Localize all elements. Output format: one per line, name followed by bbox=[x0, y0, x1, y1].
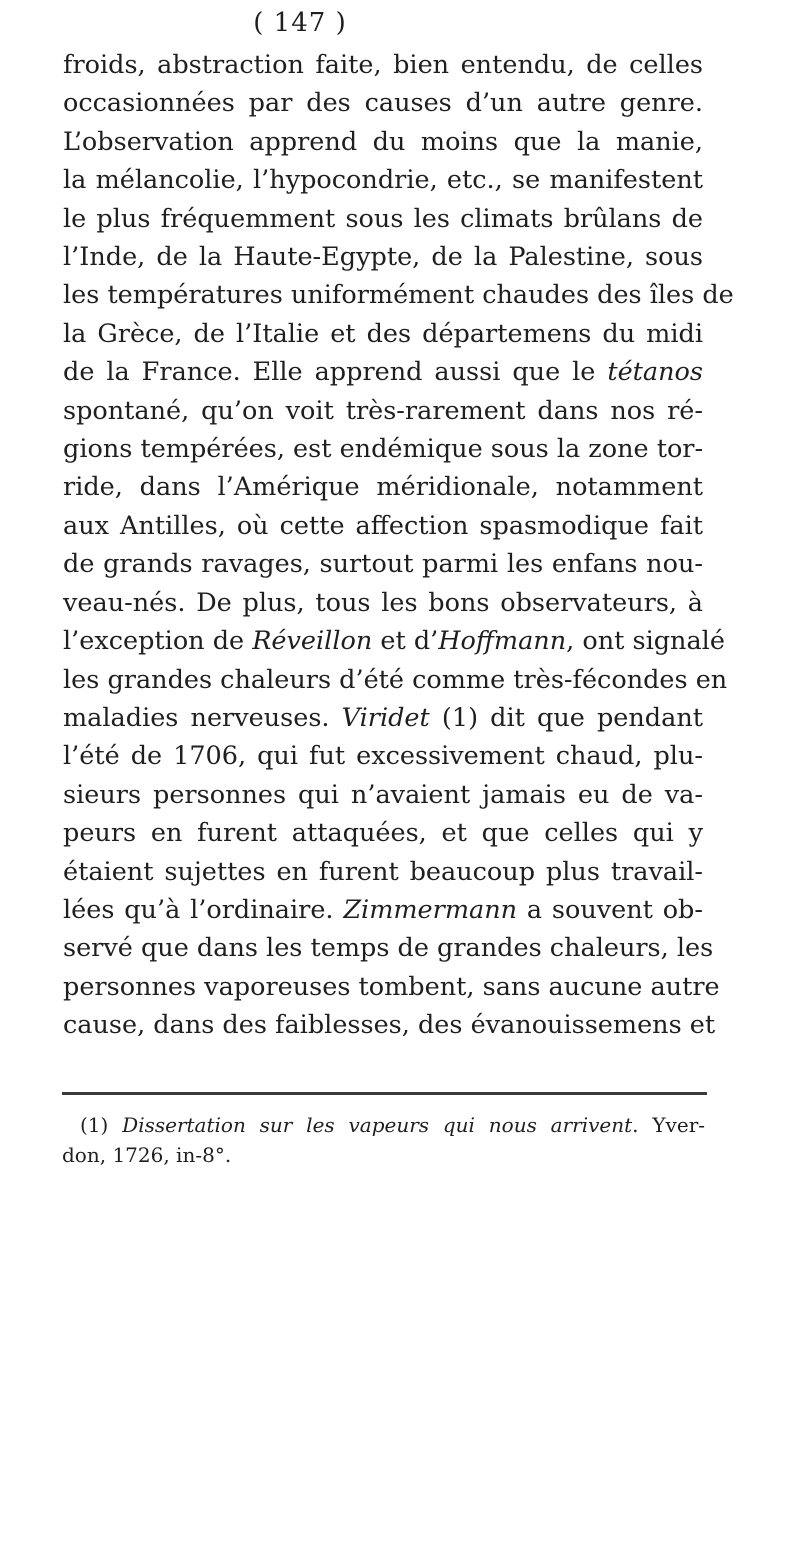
footnote-separator-rule bbox=[62, 1092, 707, 1095]
body-text: peurs en furent attaquées, et que celles qui y bbox=[63, 818, 703, 849]
footnote-line bbox=[80, 1110, 705, 1140]
body-italic-text: tétanos bbox=[607, 357, 703, 388]
body-text: l’exception de bbox=[63, 626, 253, 657]
body-text: L’observation apprend du moins que la manie, bbox=[63, 126, 703, 157]
body-text: veau-nés. De plus, tous les bons observateurs, à bbox=[63, 587, 703, 618]
body-italic-text: Zimmermann bbox=[343, 894, 518, 925]
footnote-text: . Yver- bbox=[632, 1113, 706, 1137]
body-text: de la France. Elle apprend aussi que le bbox=[63, 357, 608, 388]
body-italic-text: Hoffmann bbox=[438, 626, 567, 657]
body-text: spontané, qu’on voit très-rarement dans nos ré- bbox=[63, 395, 703, 426]
body-text: ride, dans l’Amérique méridionale, notamment bbox=[63, 472, 703, 503]
body-text: les grandes chaleurs d’été comme très-fécondes en bbox=[63, 664, 728, 695]
footnote-text: don, 1726, in-8°. bbox=[62, 1143, 232, 1167]
body-text: les températures uniformément chaudes des îles de bbox=[63, 280, 734, 311]
body-text: l’Inde, de la Haute-Egypte, de la Palestine, sous bbox=[63, 242, 703, 273]
body-line bbox=[63, 814, 703, 852]
body-line bbox=[63, 238, 703, 276]
body-text: étaient sujettes en furent beaucoup plus travail- bbox=[63, 856, 703, 887]
body-line bbox=[63, 968, 720, 1006]
footnote bbox=[62, 1110, 706, 1170]
body-line bbox=[63, 622, 725, 660]
body-line bbox=[63, 699, 703, 737]
body-italic-text: Réveillon bbox=[252, 626, 373, 657]
body-line bbox=[63, 853, 703, 891]
body-text: aux Antilles, où cette affection spasmodique fait bbox=[63, 510, 703, 541]
body-line bbox=[63, 507, 703, 545]
body-text: maladies nerveuses. bbox=[63, 702, 342, 733]
body-line bbox=[63, 737, 703, 775]
body-line bbox=[63, 276, 734, 314]
body-text: la mélancolie, l’hypocondrie, etc., se manifestent bbox=[63, 165, 703, 196]
body-line bbox=[63, 392, 703, 430]
body-line bbox=[63, 468, 703, 506]
body-italic-text: Viridet bbox=[341, 702, 430, 733]
body-line bbox=[63, 161, 703, 199]
body-line bbox=[63, 584, 703, 622]
body-text: personnes vaporeuses tombent, sans aucune autre bbox=[63, 971, 720, 1002]
body-text: a souvent ob- bbox=[517, 894, 703, 925]
body-text: sieurs personnes qui n’avaient jamais eu de va- bbox=[63, 779, 703, 810]
body-text: occasionnées par des causes d’un autre genre. bbox=[63, 88, 703, 119]
body-line bbox=[63, 46, 703, 84]
footnote-text: (1) bbox=[80, 1113, 123, 1137]
body-text: , ont signalé bbox=[566, 626, 725, 657]
footnote-line bbox=[62, 1140, 705, 1170]
body-line bbox=[63, 123, 703, 161]
body-text: (1) dit que pendant bbox=[429, 702, 703, 733]
body-text: de grands ravages, surtout parmi les enfans nou- bbox=[63, 549, 703, 580]
body-line bbox=[63, 353, 703, 391]
body-text: et d’ bbox=[372, 626, 439, 657]
body-text: cause, dans des faiblesses, des évanouissemens et bbox=[63, 1010, 716, 1041]
footnote-italic-text: Dissertation sur les vapeurs qui nous arrivent bbox=[122, 1113, 633, 1137]
body-line bbox=[63, 84, 703, 122]
body-line bbox=[63, 200, 703, 238]
body-line bbox=[63, 545, 703, 583]
body-text: le plus fréquemment sous les climats brûlans de bbox=[63, 203, 703, 234]
body-line bbox=[63, 315, 703, 353]
body-line bbox=[63, 891, 703, 929]
body-text: servé que dans les temps de grandes chaleurs, les bbox=[63, 933, 714, 964]
body-text: gions tempérées, est endémique sous la zone tor- bbox=[63, 434, 704, 465]
body-line bbox=[63, 661, 728, 699]
body-text: lées qu’à l’ordinaire. bbox=[63, 894, 344, 925]
body-line bbox=[63, 1006, 716, 1044]
body-text: l’été de 1706, qui fut excessivement chaud, plu- bbox=[63, 741, 703, 772]
body-text: froids, abstraction faite, bien entendu, de celles bbox=[63, 50, 703, 80]
body-line bbox=[63, 929, 714, 967]
body-text: la Grèce, de l’Italie et des départemens du midi bbox=[63, 318, 703, 349]
body-text bbox=[63, 46, 734, 1045]
body-line bbox=[63, 776, 703, 814]
page-number: ( 147 ) bbox=[253, 8, 347, 38]
body-line bbox=[63, 430, 703, 468]
